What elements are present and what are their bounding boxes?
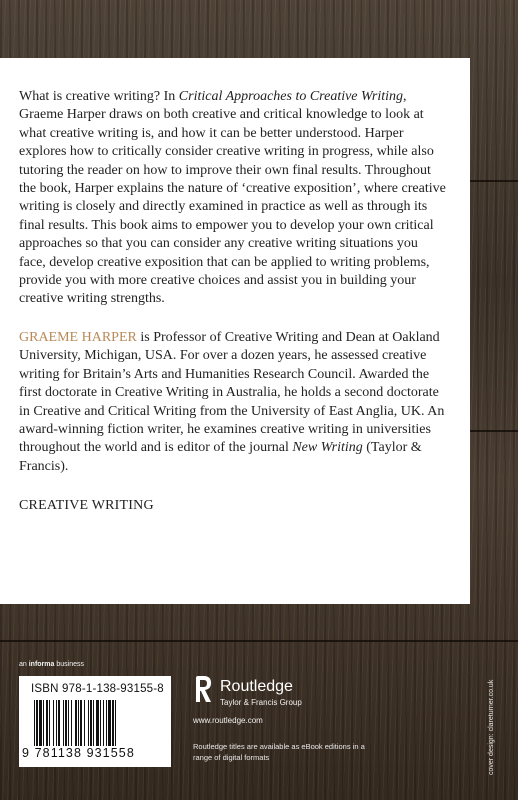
text-panel — [0, 58, 470, 604]
book-title-italic: Critical Approaches to Creative Writing — [178, 89, 404, 104]
publisher-name: Routledge — [220, 678, 293, 695]
journal-title-italic: New Writing — [292, 440, 363, 456]
barcode-digits: 9 781138 931558 — [22, 746, 135, 760]
informa-business-label — [19, 661, 84, 668]
author-bio — [19, 329, 448, 476]
blurb-paragraph — [19, 88, 448, 309]
barcode-box — [19, 676, 171, 767]
informa-prefix: an — [19, 661, 29, 668]
author-name: GRAEME HARPER — [19, 329, 137, 345]
informa-bold: informa — [28, 661, 55, 668]
routledge-logo-icon — [193, 675, 213, 703]
publisher-url[interactable]: www.routledge.com — [193, 716, 263, 725]
wood-plank-seam — [0, 640, 518, 642]
ebook-note: Routledge titles are available as eBook editions in a range of digital formats — [193, 742, 365, 762]
blurb-text-rest: , Graeme Harper draws on both creative and critical knowledge to look at what creative writing is, and how it can be better understood. Harper explores how to critically consider creative writing in progress, while also tutoring the reader on how to improve their own final results. Throughout the book, Harper explains the nature of ‘creative exposition’, where creative writing is closely and directly examined in practice as well as through its final results. This book aims to empower you to develop your own critical approaches so that you can consider any creative writing situations you face, develop creative exposition that can be applied to writing problems, provide you with more creative choices and assist you in building your creative writing strengths. — [19, 89, 446, 307]
barcode-bars — [34, 700, 158, 746]
subject-category: CREATIVE WRITING — [19, 498, 154, 514]
isbn-label: ISBN 978-1-138-93155-8 — [31, 683, 164, 695]
bio-text-end: (Taylor & Francis). — [19, 440, 422, 474]
bio-text-start: is Professor of Creative Writing and Dean at Oakland University, Michigan, USA. For over a dozen years, he assessed creative writing for Britain’s Arts and Humanities Research Council. Awarded the first doctorate in Creative Writing in Australia, he holds a second doctorate in Creative and Critical Writing from the University of East Anglia, UK. An award-winning fiction writer, he examines creative writing in universities throughout the world and is editor of the journal — [19, 329, 445, 456]
publisher-group: Taylor & Francis Group — [220, 698, 302, 707]
blurb-text-start: What is creative writing? In — [19, 89, 179, 104]
informa-suffix: business — [54, 661, 84, 668]
cover-design-credit: cover design: clareturner.co.uk — [488, 679, 495, 775]
